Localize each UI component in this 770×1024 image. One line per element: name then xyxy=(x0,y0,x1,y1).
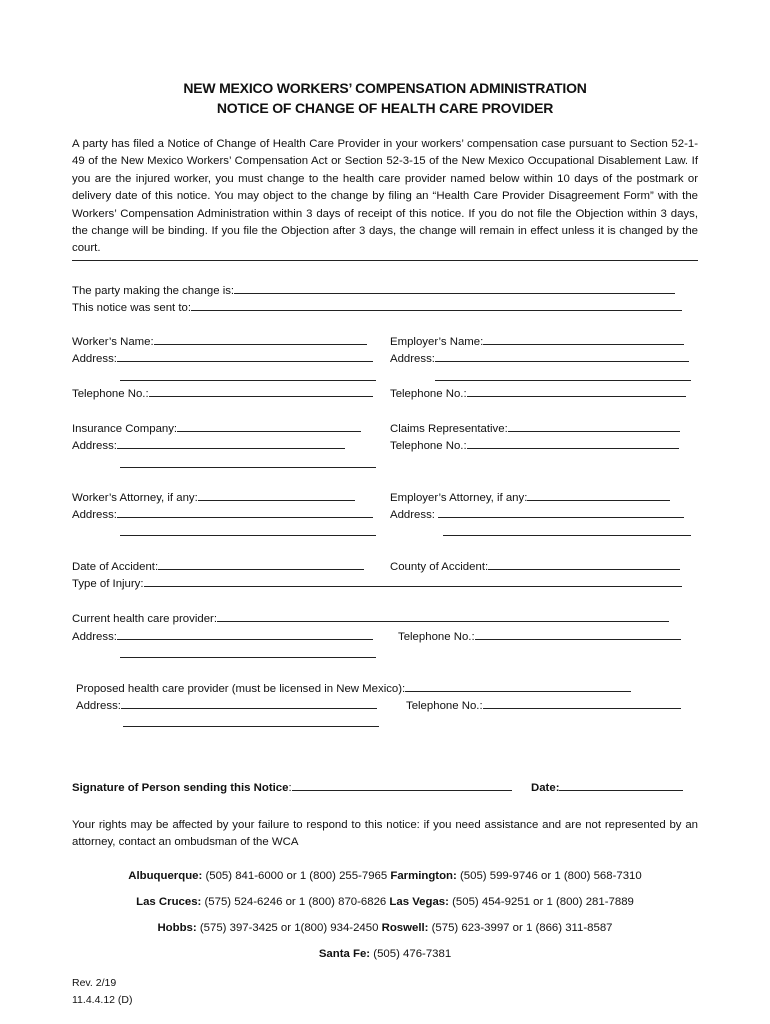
claims-rep-label: Claims Representative: xyxy=(390,423,508,435)
roswell-phone: (575) 623-3997 or 1 (866) 311-8587 xyxy=(428,922,613,934)
notice-sent-to-field[interactable] xyxy=(191,299,682,311)
insurance-address-label: Address: xyxy=(72,440,117,452)
employers-attorney-row xyxy=(390,489,670,505)
intro-paragraph: A party has filed a Notice of Change of Health Care Provider in your workers’ compensation case pursuant to Section 52-1-49 of the New Mexico Workers’ Compensation Act or Section 52-3-15 of the New Mexico Occupational Disablement Law. If you are the injured worker, you must change to the health care provider named below within 10 days of the postmark or delivery date of this notice. You may object to the change by filing an “Health Care Provider Disagreement Form” with the Workers’ Compensation Administration within 3 days of receipt of this notice. If you do not file the Objection within 3 days, the change will be binding. If you file the Objection after 3 days, the change will remain in effect unless it is changed by the court. xyxy=(72,138,698,255)
signature-field[interactable] xyxy=(292,779,512,791)
signature-row xyxy=(72,779,512,795)
roswell-label: Roswell: xyxy=(381,922,429,934)
santa-fe-phone: (505) 476-7381 xyxy=(370,948,452,960)
current-provider-telephone-label: Telephone No.: xyxy=(398,631,475,643)
workers-attorney-label: Worker’s Attorney, if any: xyxy=(72,492,198,504)
employer-address-label: Address: xyxy=(390,353,435,365)
employers-attorney-label: Employer’s Attorney, if any: xyxy=(390,492,528,504)
insurance-company-row xyxy=(72,420,361,436)
claims-telephone-label: Telephone No.: xyxy=(390,440,467,452)
date-field[interactable] xyxy=(559,779,683,791)
proposed-provider-label: Proposed health care provider (must be licensed in New Mexico): xyxy=(76,683,406,695)
proposed-provider-address-field-2[interactable] xyxy=(123,715,379,727)
employer-address-field-2[interactable] xyxy=(435,369,691,381)
current-provider-field[interactable] xyxy=(217,610,669,622)
employer-attorney-address-field[interactable] xyxy=(438,506,684,518)
signature-colon: : xyxy=(288,782,292,794)
worker-attorney-address-line2 xyxy=(120,524,376,540)
type-of-injury-field[interactable] xyxy=(144,575,682,587)
worker-attorney-address-field-2[interactable] xyxy=(120,524,376,536)
current-provider-telephone-row xyxy=(398,628,681,644)
rights-paragraph: Your rights may be affected by your failure to respond to this notice: if you need assistance and are not represented by an attorney, contact an ombudsman of the WCA xyxy=(72,819,698,849)
contact-line-2 xyxy=(0,896,770,908)
contact-line-1 xyxy=(0,870,770,882)
current-provider-address-line2 xyxy=(120,646,376,662)
current-provider-address-label: Address: xyxy=(72,631,117,643)
employers-name-row xyxy=(390,333,684,349)
farmington-label: Farmington: xyxy=(390,870,457,882)
section-divider xyxy=(72,260,698,261)
workers-attorney-row xyxy=(72,489,355,505)
claims-rep-row xyxy=(390,420,680,436)
proposed-provider-address-row xyxy=(76,697,377,713)
employers-attorney-field[interactable] xyxy=(527,489,670,501)
santa-fe-label: Santa Fe: xyxy=(318,948,371,960)
form-title-line2: NOTICE OF CHANGE OF HEALTH CARE PROVIDER xyxy=(216,100,554,116)
insurance-address-field[interactable] xyxy=(117,437,345,449)
party-making-change-label: The party making the change is: xyxy=(72,285,235,297)
employer-address-line2 xyxy=(435,369,691,385)
worker-address-label: Address: xyxy=(72,353,117,365)
claims-rep-field[interactable] xyxy=(508,420,680,432)
current-provider-address-field[interactable] xyxy=(117,628,373,640)
claims-telephone-row xyxy=(390,437,679,453)
claims-telephone-field[interactable] xyxy=(467,437,679,449)
current-provider-row xyxy=(72,610,669,626)
workers-name-label: Worker’s Name: xyxy=(72,336,154,348)
insurance-address-row xyxy=(72,437,345,453)
workers-name-field[interactable] xyxy=(154,333,367,345)
worker-attorney-address-field[interactable] xyxy=(117,506,373,518)
date-of-accident-field[interactable] xyxy=(158,558,364,570)
insurance-company-field[interactable] xyxy=(177,420,361,432)
worker-address-field[interactable] xyxy=(117,350,373,362)
current-provider-address-field-2[interactable] xyxy=(120,646,376,658)
proposed-provider-telephone-field[interactable] xyxy=(483,697,681,709)
form-title-line1: NEW MEXICO WORKERS’ COMPENSATION ADMINISTRATION xyxy=(183,80,587,96)
worker-address-field-2[interactable] xyxy=(120,369,376,381)
workers-attorney-field[interactable] xyxy=(198,489,355,501)
proposed-provider-telephone-row xyxy=(406,697,681,713)
regulation-code: 11.4.4.12 (D) xyxy=(72,994,133,1006)
date-row xyxy=(531,779,683,795)
employer-telephone-row xyxy=(390,385,686,401)
current-provider-label: Current health care provider: xyxy=(72,613,217,625)
employer-address-row xyxy=(390,350,689,366)
albuquerque-phone: (505) 841-6000 or 1 (800) 255-7965 xyxy=(202,870,391,882)
farmington-phone: (505) 599-9746 or 1 (800) 568-7310 xyxy=(456,870,642,882)
date-label: Date: xyxy=(531,782,560,794)
type-of-injury-row xyxy=(72,575,682,591)
worker-telephone-field[interactable] xyxy=(149,385,373,397)
party-making-change-field[interactable] xyxy=(234,282,675,294)
employer-attorney-address-row xyxy=(390,506,684,522)
proposed-provider-row xyxy=(76,680,631,696)
worker-address-row xyxy=(72,350,373,366)
date-of-accident-row xyxy=(72,558,364,574)
contact-line-3 xyxy=(0,922,770,934)
employer-attorney-address-label: Address: xyxy=(390,509,439,521)
county-of-accident-label: County of Accident: xyxy=(390,561,489,573)
las-vegas-phone: (505) 454-9251 or 1 (800) 281-7889 xyxy=(448,896,634,908)
contact-line-4 xyxy=(0,948,770,960)
revision-label: Rev. 2/19 xyxy=(72,977,117,989)
las-cruces-phone: (575) 524-6246 or 1 (800) 870-6826 xyxy=(201,896,390,908)
worker-attorney-address-label: Address: xyxy=(72,509,117,521)
employers-name-label: Employer’s Name: xyxy=(390,336,484,348)
current-provider-telephone-field[interactable] xyxy=(475,628,681,640)
county-of-accident-row xyxy=(390,558,680,574)
insurance-address-field-2[interactable] xyxy=(120,456,376,468)
county-of-accident-field[interactable] xyxy=(488,558,680,570)
proposed-provider-address-field[interactable] xyxy=(121,697,377,709)
hobbs-phone: (575) 397-3425 or 1(800) 934-2450 xyxy=(196,922,382,934)
workers-name-row xyxy=(72,333,367,349)
employer-telephone-label: Telephone No.: xyxy=(390,388,467,400)
albuquerque-label: Albuquerque: xyxy=(128,870,203,882)
employers-name-field[interactable] xyxy=(483,333,684,345)
worker-address-line2 xyxy=(120,369,376,385)
insurance-address-line2 xyxy=(120,456,376,472)
notice-sent-to-label: This notice was sent to: xyxy=(72,302,192,314)
employer-attorney-address-field-2[interactable] xyxy=(443,524,691,536)
proposed-provider-telephone-label: Telephone No.: xyxy=(406,700,483,712)
party-making-change-row xyxy=(72,282,675,298)
worker-telephone-row xyxy=(72,385,373,401)
hobbs-label: Hobbs: xyxy=(157,922,197,934)
proposed-provider-address-label: Address: xyxy=(76,700,121,712)
worker-telephone-label: Telephone No.: xyxy=(72,388,149,400)
proposed-provider-field[interactable] xyxy=(405,680,631,692)
type-of-injury-label: Type of Injury: xyxy=(72,578,144,590)
current-provider-address-row xyxy=(72,628,373,644)
proposed-provider-address-line2 xyxy=(123,715,379,731)
employer-attorney-address-line2 xyxy=(443,524,691,540)
notice-sent-to-row xyxy=(72,299,682,315)
las-vegas-label: Las Vegas: xyxy=(389,896,449,908)
worker-attorney-address-row xyxy=(72,506,373,522)
employer-address-field[interactable] xyxy=(435,350,689,362)
employer-telephone-field[interactable] xyxy=(467,385,686,397)
insurance-company-label: Insurance Company: xyxy=(72,423,178,435)
las-cruces-label: Las Cruces: xyxy=(136,896,202,908)
signature-label: Signature of Person sending this Notice xyxy=(72,782,289,794)
date-of-accident-label: Date of Accident: xyxy=(72,561,159,573)
